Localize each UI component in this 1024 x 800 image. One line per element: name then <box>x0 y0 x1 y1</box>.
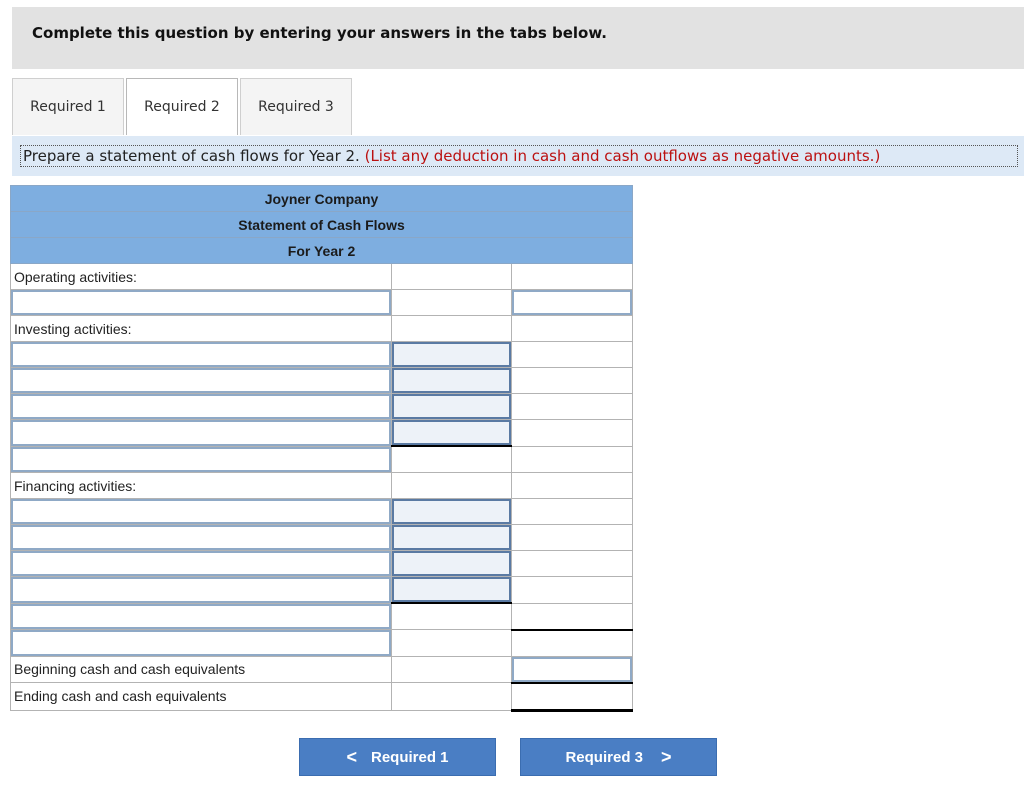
financing-item-3-input[interactable] <box>11 551 391 576</box>
operating-label-input[interactable] <box>11 290 391 315</box>
investing-amount-3-input[interactable] <box>392 394 511 419</box>
financing-amount-4-input[interactable] <box>392 577 511 602</box>
investing-item-1-input[interactable] <box>11 342 391 367</box>
financing-item-2-input[interactable] <box>11 525 391 550</box>
financing-amount-2-input[interactable] <box>392 525 511 550</box>
statement-title: Statement of Cash Flows <box>11 212 633 238</box>
investing-amount-4-input[interactable] <box>392 420 511 445</box>
table-row <box>11 420 633 447</box>
table-row <box>11 446 633 473</box>
table-row <box>11 603 633 630</box>
beginning-cash-label: Beginning cash and cash equivalents <box>11 656 392 683</box>
financing-item-4-input[interactable] <box>11 577 391 603</box>
investing-item-3-input[interactable] <box>11 394 391 419</box>
financing-label: Financing activities: <box>11 473 392 499</box>
table-row <box>11 264 633 290</box>
table-row <box>11 683 633 711</box>
financing-amount-1-input[interactable] <box>392 499 511 524</box>
table-row <box>11 316 633 342</box>
net-operating-amount-input[interactable] <box>512 290 632 315</box>
financing-amount-3-input[interactable] <box>392 551 511 576</box>
table-row <box>11 368 633 394</box>
ending-cash-label: Ending cash and cash equivalents <box>11 683 392 711</box>
cash-flow-statement <box>10 185 633 712</box>
instruction-text <box>20 145 1018 167</box>
instruction-note: (List any deduction in cash and cash outflows as negative amounts.) <box>364 147 881 165</box>
next-button-label: Required 3 <box>565 748 643 766</box>
table-row <box>11 342 633 368</box>
financing-total-label-input[interactable] <box>11 604 391 630</box>
ending-cash-value <box>512 683 633 711</box>
statement-period: For Year 2 <box>11 238 633 264</box>
tab-required-2[interactable]: Required 2 <box>126 78 238 135</box>
table-row <box>11 394 633 420</box>
tab-required-1[interactable]: Required 1 <box>12 78 124 135</box>
tab-required-3[interactable]: Required 3 <box>240 78 352 135</box>
net-change-label-input[interactable] <box>11 630 391 656</box>
beginning-cash-input[interactable] <box>512 657 632 682</box>
table-row <box>11 630 633 657</box>
table-row <box>11 656 633 683</box>
chevron-right-icon: > <box>661 746 672 767</box>
chevron-left-icon: < <box>346 746 357 767</box>
table-row <box>11 499 633 525</box>
investing-total-label-input[interactable] <box>11 447 391 473</box>
company-name: Joyner Company <box>11 186 633 212</box>
table-row <box>11 473 633 499</box>
investing-item-4-input[interactable] <box>11 420 391 446</box>
operating-label: Operating activities: <box>11 264 392 290</box>
investing-label: Investing activities: <box>11 316 392 342</box>
financing-item-1-input[interactable] <box>11 499 391 524</box>
table-row <box>11 525 633 551</box>
next-required-3-button[interactable] <box>520 738 717 776</box>
instructions-banner <box>12 7 1024 69</box>
table-row <box>11 551 633 577</box>
prev-required-1-button[interactable] <box>299 738 496 776</box>
prev-button-label: Required 1 <box>370 748 449 766</box>
table-row <box>11 577 633 604</box>
banner-text: Complete this question by entering your answers in the tabs below. <box>32 24 607 42</box>
table-row <box>11 290 633 316</box>
investing-item-2-input[interactable] <box>11 368 391 393</box>
investing-amount-2-input[interactable] <box>392 368 511 393</box>
investing-amount-1-input[interactable] <box>392 342 511 367</box>
instruction-main: Prepare a statement of cash flows for Year 2. <box>23 147 360 165</box>
instruction-bar <box>12 136 1024 176</box>
